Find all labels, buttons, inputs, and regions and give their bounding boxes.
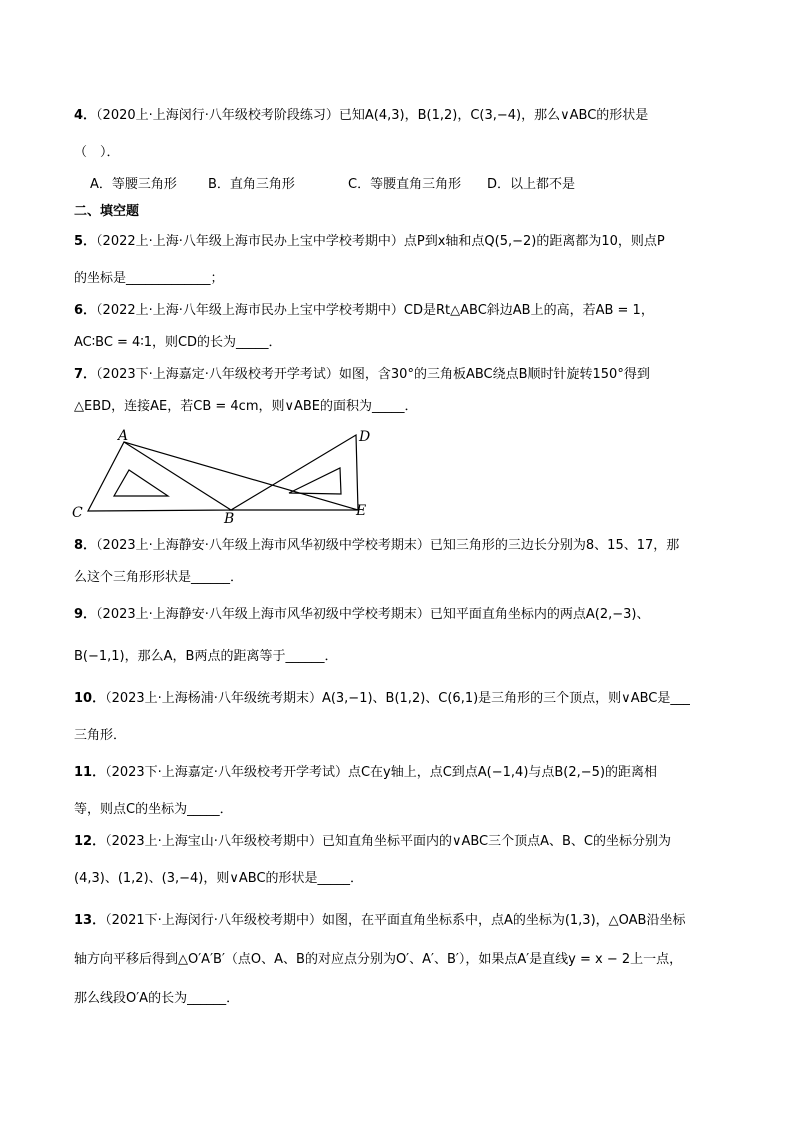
question-6-number: 6．: [74, 303, 97, 318]
question-9-number: 9．: [74, 607, 97, 622]
question-9-text-1: （2023上·上海静安·八年级上海市风华初级中学校考期末）已知平面直角坐标内的两点A(2,−3)、: [96, 607, 650, 622]
question-11-line-1: [74, 763, 657, 783]
question-7-line-1: [74, 365, 650, 385]
label-b: B: [224, 511, 235, 527]
triangle-rotation-figure: [70, 423, 380, 528]
triangle-abc-inner: [114, 470, 168, 496]
question-6-line-1: [74, 301, 654, 321]
option-b: B．直角三角形: [208, 177, 295, 192]
question-9-line-1: [74, 605, 650, 625]
question-12-line-2: (4,3)、(1,2)、(3,−4)，则∨ABC的形状是_____．: [74, 871, 364, 886]
question-11-text-1: （2023下·上海嘉定·八年级校考开学考试）点C在y轴上，点C到点A(−1,4)与点B(2,−5)的距离相: [105, 765, 658, 780]
question-12-text-1: （2023上·上海宝山·八年级校考期中）已知直角坐标平面内的∨ABC三个顶点A、B、C的坐标分别为: [105, 834, 672, 849]
question-7-line-2: △EBD，连接AE，若CB = 4cm，则∨ABE的面积为_____．: [74, 399, 418, 414]
triangle-ebd-inner: [289, 468, 341, 494]
question-13-number: 13．: [74, 913, 106, 928]
question-6-line-2: AC∶BC = 4∶1，则CD的长为_____．: [74, 335, 282, 350]
option-d: D．以上都不是: [487, 177, 576, 192]
question-8-line-2: 么这个三角形形状是______．: [74, 570, 244, 585]
section-title: 二、填空题: [74, 204, 140, 219]
label-e: E: [356, 503, 367, 519]
label-a: A: [118, 428, 129, 444]
question-11-line-2: 等，则点C的坐标为_____．: [74, 802, 233, 817]
triangle-ebd: [231, 435, 358, 510]
question-9-line-2: B(−1,1)，那么A，B两点的距离等于______．: [74, 649, 338, 664]
question-5-line-2: 的坐标是_____________；: [74, 271, 224, 286]
question-10-line-2: 三角形．: [74, 728, 127, 743]
label-c: C: [72, 505, 83, 521]
question-8-line-1: [74, 536, 679, 556]
question-10-line-1: [74, 689, 690, 709]
question-12-number: 12．: [74, 834, 106, 849]
question-13-text-1: （2021下·上海闵行·八年级校考期中）如图，在平面直角坐标系中，点A的坐标为(1,3)，△OAB沿坐标: [105, 913, 686, 928]
question-10-text-1: （2023上·上海杨浦·八年级统考期末）A(3,−1)、B(1,2)、C(6,1)是三角形的三个顶点，则∨ABC是___: [105, 691, 690, 706]
question-4-number: 4．: [74, 108, 97, 123]
question-6-text-1: （2022上·上海·八年级上海市民办上宝中学校考期中）CD是Rt△ABC斜边AB上的高，若AB = 1，: [96, 303, 654, 318]
question-8-number: 8．: [74, 538, 97, 553]
question-13-line-1: [74, 911, 685, 931]
question-4-line-2: （ ）．: [74, 145, 120, 160]
question-4-text-1: （2020上·上海闵行·八年级校考阶段练习）已知A(4,3)，B(1,2)，C(3,−4)，那么∨ABC的形状是: [96, 108, 649, 123]
question-7-number: 7．: [74, 367, 97, 382]
question-4-options: [90, 175, 610, 195]
figure-svg: [70, 423, 380, 528]
question-10-number: 10．: [74, 691, 106, 706]
option-c: C．等腰直角三角形: [348, 177, 462, 192]
label-d: D: [359, 429, 371, 445]
question-5-text-1: （2022上·上海·八年级上海市民办上宝中学校考期中）点P到x轴和点Q(5,−2)的距离都为10，则点P: [96, 234, 665, 249]
question-12-line-1: [74, 832, 671, 852]
question-5-number: 5．: [74, 234, 97, 249]
question-4-line-1: [74, 106, 648, 126]
question-7-text-1: （2023下·上海嘉定·八年级校考开学考试）如图，含30°的三角板ABC绕点B顺时针旋转150°得到: [96, 367, 650, 382]
question-13-line-3: 那么线段O′A的长为______．: [74, 991, 240, 1006]
question-5-line-1: [74, 232, 665, 252]
option-a: A．等腰三角形: [90, 177, 177, 192]
question-8-text-1: （2023上·上海静安·八年级上海市风华初级中学校考期末）已知三角形的三边长分别为8、15、17，那: [96, 538, 680, 553]
question-11-number: 11．: [74, 765, 106, 780]
question-13-line-2: 轴方向平移后得到△O′A′B′（点O、A、B的对应点分别为O′、A′、B′），如果点A′是直线y = x − 2上一点，: [74, 952, 683, 967]
